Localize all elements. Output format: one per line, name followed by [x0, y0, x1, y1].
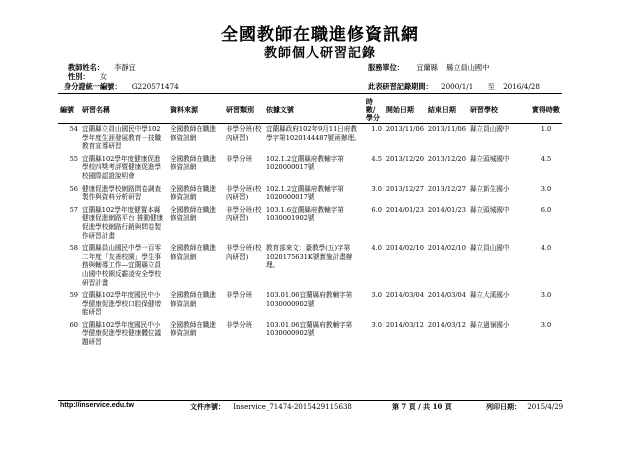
cell-doc: 103.01.06宜蘭縣府教輔字第1030000902號 [265, 320, 353, 338]
id-value: G220571474 [131, 82, 179, 91]
cell-no: 58 [69, 244, 78, 253]
cell-source: 全國教師在職進修資訊網 [169, 291, 217, 308]
cell-doc: 102.1.2宜蘭縣府教輔字第1020000017號 [265, 154, 344, 172]
cell-earned: 3.0 [540, 184, 552, 193]
id-row [64, 82, 179, 92]
col-header-start: 開始日期 [385, 105, 414, 114]
cell-earned: 4.5 [540, 154, 552, 163]
gender-value: 女 [99, 72, 108, 81]
cell-school: 縣立過嶺國小 [469, 320, 510, 329]
period-row [368, 82, 540, 92]
cell-school: 縣立頭城國中 [469, 154, 510, 163]
table-row [58, 154, 562, 184]
cell-no: 57 [69, 205, 78, 214]
footer-print-value: 2015/4/29 [527, 403, 564, 411]
cell-hours: 3.0 [371, 184, 382, 193]
col-header-name: 研習名稱 [81, 105, 110, 114]
cell-no: 56 [69, 184, 78, 193]
cell-end: 2014/03/04 [427, 291, 466, 300]
cell-no: 55 [69, 154, 78, 163]
cell-name: 宜蘭縣員山國民中學一百零二年度「友善校園」學生事務與輔導工作—宜蘭縣立員山國中校園反霸凌安全學校研習計畫 [81, 244, 162, 287]
cell-hours: 3.0 [371, 291, 382, 300]
table-row [58, 184, 562, 205]
gender-row [68, 72, 107, 82]
cell-doc: 宜蘭縣政府102年9月11日府教學字第1020144487號函辦理。 [265, 125, 361, 142]
cell-start: 2014/02/10 [385, 244, 424, 253]
period-end: 2016/4/28 [503, 82, 540, 91]
col-header-category: 研習類別 [225, 105, 254, 114]
period-sep: 至 [487, 82, 495, 91]
cell-name: 宜蘭縣102學年度國民中小學健康促進學校口腔保健增能研習 [81, 291, 162, 317]
cell-name: 宜蘭縣102學年度健置本縣健康促進網路平台 推動健康促進學校網路行銷與問卷製作研習計畫 [81, 205, 164, 240]
cell-category: 非學分班(校內研習) [225, 125, 262, 142]
cell-source: 全國教師在職進修資訊網 [169, 205, 217, 223]
footer-doc-number [190, 402, 352, 412]
cell-start: 2014/03/04 [385, 291, 424, 300]
teacher-name-label: 教師姓名： [68, 63, 104, 72]
cell-source: 全國教師在職進修資訊網 [169, 125, 217, 142]
footer-page-number: 第 7 頁 / 共 10 頁 [392, 402, 452, 411]
cell-category: 非學分班 [225, 291, 253, 300]
header-divider [58, 93, 562, 94]
cell-no: 60 [69, 320, 78, 329]
cell-start: 2014/03/12 [385, 320, 424, 329]
cell-category: 非學分班 [225, 154, 253, 163]
cell-category: 非學分班 [225, 320, 253, 329]
cell-school: 縣立頭城國中 [469, 205, 510, 214]
col-header-earned: 實得時數 [531, 105, 560, 114]
col-header-school: 研習學校 [469, 105, 498, 114]
cell-earned: 6.0 [540, 205, 552, 214]
cell-start: 2014/01/23 [385, 205, 424, 214]
cell-category: 非學分班(校內研習) [225, 184, 262, 202]
col-header-end: 結束日期 [427, 105, 456, 114]
cell-earned: 3.0 [540, 320, 552, 329]
footer-doc-value: Inservice_71474-2015429115638 [233, 403, 352, 411]
footer-url[interactable]: http://inservice.edu.tw [60, 402, 134, 409]
cell-hours: 6.0 [371, 205, 382, 214]
cell-hours: 3.0 [371, 320, 382, 329]
cell-name: 宜蘭縣102學年度國民中小學健康促進學校健康體位議題研習 [81, 320, 162, 347]
col-header-no: 編號 [60, 105, 74, 114]
cell-name: 宜蘭縣102學年度健康促進學校四獎考評暨健康促進學校國際認證說明會 [81, 154, 162, 180]
cell-end: 2013/12/20 [427, 154, 466, 163]
cell-no: 54 [69, 125, 78, 133]
table-row [58, 124, 562, 154]
table-header-row [58, 97, 562, 124]
cell-earned: 3.0 [540, 291, 552, 300]
cell-hours: 4.5 [371, 154, 382, 163]
cell-school: 縣立員山國中 [469, 244, 510, 253]
cell-no: 59 [69, 291, 78, 300]
table-row [58, 243, 562, 290]
cell-category: 非學分班(校內研習) [225, 244, 262, 261]
col-header-doc: 依據文號 [265, 105, 294, 114]
cell-school: 縣立新生國小 [469, 184, 510, 193]
cell-end: 2014/02/10 [427, 244, 466, 253]
cell-category: 非學分班(校內研習) [225, 205, 262, 223]
period-label: 此表研習記錄期間： [368, 82, 433, 91]
footer-doc-label: 文件序號： [190, 402, 225, 411]
cell-source: 全國教師在職進修資訊網 [169, 154, 217, 172]
cell-school: 縣立員山國中 [469, 125, 510, 133]
cell-earned: 4.0 [540, 244, 552, 253]
footer-divider [58, 400, 562, 401]
teacher-name: 李靜宜 [114, 63, 136, 72]
col-header-source: 資料來源 [169, 105, 198, 114]
cell-doc: 教育部來文：臺教學(五)字第1020175631K號實施計畫辦理。 [265, 244, 353, 270]
cell-source: 全國教師在職進修資訊網 [169, 320, 217, 338]
period-start: 2000/1/1 [441, 82, 474, 91]
service-unit-row [368, 63, 489, 73]
table-row [58, 290, 562, 320]
page-subtitle: 教師個人研習記錄 [263, 46, 376, 61]
cell-name: 健康促進學校網路問卷調查製作與資料分析研習 [81, 184, 162, 202]
service-unit-label: 服務單位： [368, 63, 404, 72]
cell-start: 2013/12/20 [385, 154, 424, 163]
cell-name: 宜蘭縣立員山國民中學102學年度生涯發展教育－技職教育宣導研習 [81, 125, 162, 151]
cell-doc: 103.1.6宜蘭縣府教輔字第1030001902號 [265, 205, 344, 223]
id-label: 身分證統一編號： [64, 82, 122, 91]
cell-school: 縣立大溪國小 [469, 291, 510, 300]
service-unit-county: 宜蘭縣 [416, 63, 438, 72]
page-title: 全國教師在職進修資訊網 [221, 25, 419, 45]
service-unit-school: 縣立員山國中 [446, 63, 490, 72]
cell-end: 2014/03/12 [427, 320, 466, 329]
col-header-hours: 時數/學分 [365, 97, 380, 122]
record-table [58, 97, 562, 350]
cell-end: 2013/12/27 [427, 184, 466, 193]
footer-print-label: 列印日期： [486, 402, 521, 411]
table-row [58, 205, 562, 243]
table-row [58, 320, 562, 350]
cell-source: 全國教師在職進修資訊網 [169, 244, 217, 261]
cell-start: 2013/11/06 [385, 125, 424, 133]
footer-print-date [486, 402, 563, 412]
cell-start: 2013/12/27 [385, 184, 424, 193]
cell-end: 2014/01/23 [427, 205, 466, 214]
cell-source: 全國教師在職進修資訊網 [169, 184, 217, 202]
cell-hours: 4.0 [371, 244, 382, 253]
cell-hours: 1.0 [371, 125, 382, 133]
cell-end: 2013/11/06 [427, 125, 466, 133]
cell-earned: 1.0 [540, 125, 552, 133]
cell-doc: 102.1.2宜蘭縣府教輔字第1020000017號 [265, 184, 344, 202]
cell-doc: 103.01.06宜蘭縣府教輔字第1030000902號 [265, 291, 353, 308]
gender-label: 性別： [68, 72, 90, 81]
